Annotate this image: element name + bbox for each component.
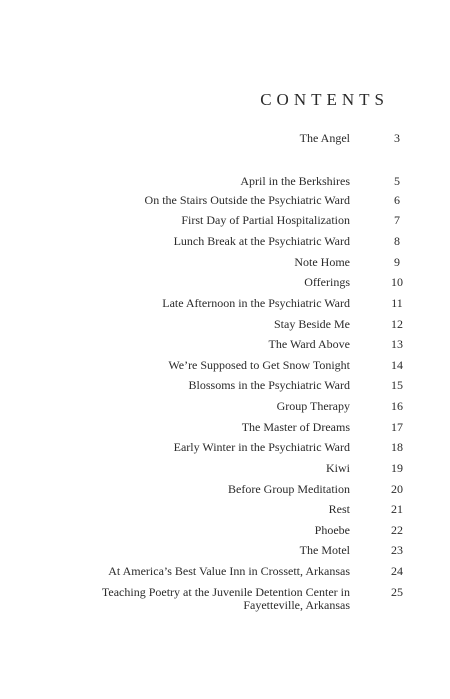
toc-entry-title: First Day of Partial Hospitalization <box>181 213 350 227</box>
toc-entry-title: Note Home <box>294 255 350 269</box>
toc-entry-title: Blossoms in the Psychiatric Ward <box>188 378 350 392</box>
toc-entry-page: 18 <box>391 440 403 454</box>
toc-entry-page: 7 <box>394 213 400 227</box>
toc-entry-title: Before Group Meditation <box>228 482 350 496</box>
toc-entry-page: 24 <box>391 564 403 578</box>
toc-entry-title: At America’s Best Value Inn in Crossett, Arkansas <box>108 564 350 578</box>
toc-entry-title: Teaching Poetry at the Juvenile Detention Center in Fayetteville, Arkansas <box>101 585 350 612</box>
toc-entry-title: The Master of Dreams <box>241 420 350 434</box>
contents-heading: CONTENTS <box>260 90 389 109</box>
toc-entry-page: 8 <box>394 234 400 248</box>
toc-entry-page: 15 <box>391 378 403 392</box>
toc-entry-title: Late Afternoon in the Psychiatric Ward <box>162 296 350 310</box>
toc-entry-page: 17 <box>391 420 403 434</box>
toc-entry-page: 25 <box>391 585 403 599</box>
toc-entry-page: 11 <box>391 296 403 310</box>
toc-entry-page: 13 <box>391 337 403 351</box>
toc-entry-title: Rest <box>328 502 350 516</box>
toc-entry-title: We’re Supposed to Get Snow Tonight <box>168 358 350 372</box>
toc-entry-title: Offerings <box>304 275 350 289</box>
toc-entry-title: Phoebe <box>314 523 350 537</box>
toc-entry-title: Stay Beside Me <box>274 317 350 331</box>
toc-entry-page: 22 <box>391 523 403 537</box>
toc-entry-title: The Ward Above <box>268 337 350 351</box>
toc-entry-title: Kiwi <box>326 461 350 475</box>
toc-entry-page: 6 <box>394 193 400 207</box>
toc-entry-title: Early Winter in the Psychiatric Ward <box>173 440 350 454</box>
toc-entry-title: On the Stairs Outside the Psychiatric Ward <box>144 193 350 207</box>
toc-entry-page: 16 <box>391 399 403 413</box>
toc-entry-page: 3 <box>394 131 400 145</box>
toc-entry-page: 5 <box>394 174 400 188</box>
toc-entry-page: 10 <box>391 275 403 289</box>
toc-entry-page: 19 <box>391 461 403 475</box>
toc-entry-title: April in the Berkshires <box>240 174 350 188</box>
toc-entry-title: The Angel <box>299 131 350 145</box>
toc-entry-page: 23 <box>391 543 403 557</box>
toc-entry-title: The Motel <box>299 543 350 557</box>
toc-entry-page: 12 <box>391 317 403 331</box>
toc-entry-title: Group Therapy <box>276 399 350 413</box>
toc-entry-page: 20 <box>391 482 403 496</box>
toc-entry-page: 14 <box>391 358 403 372</box>
toc-entry-page: 9 <box>394 255 400 269</box>
toc-entry-title: Lunch Break at the Psychiatric Ward <box>173 234 350 248</box>
toc-entry-page: 21 <box>391 502 403 516</box>
